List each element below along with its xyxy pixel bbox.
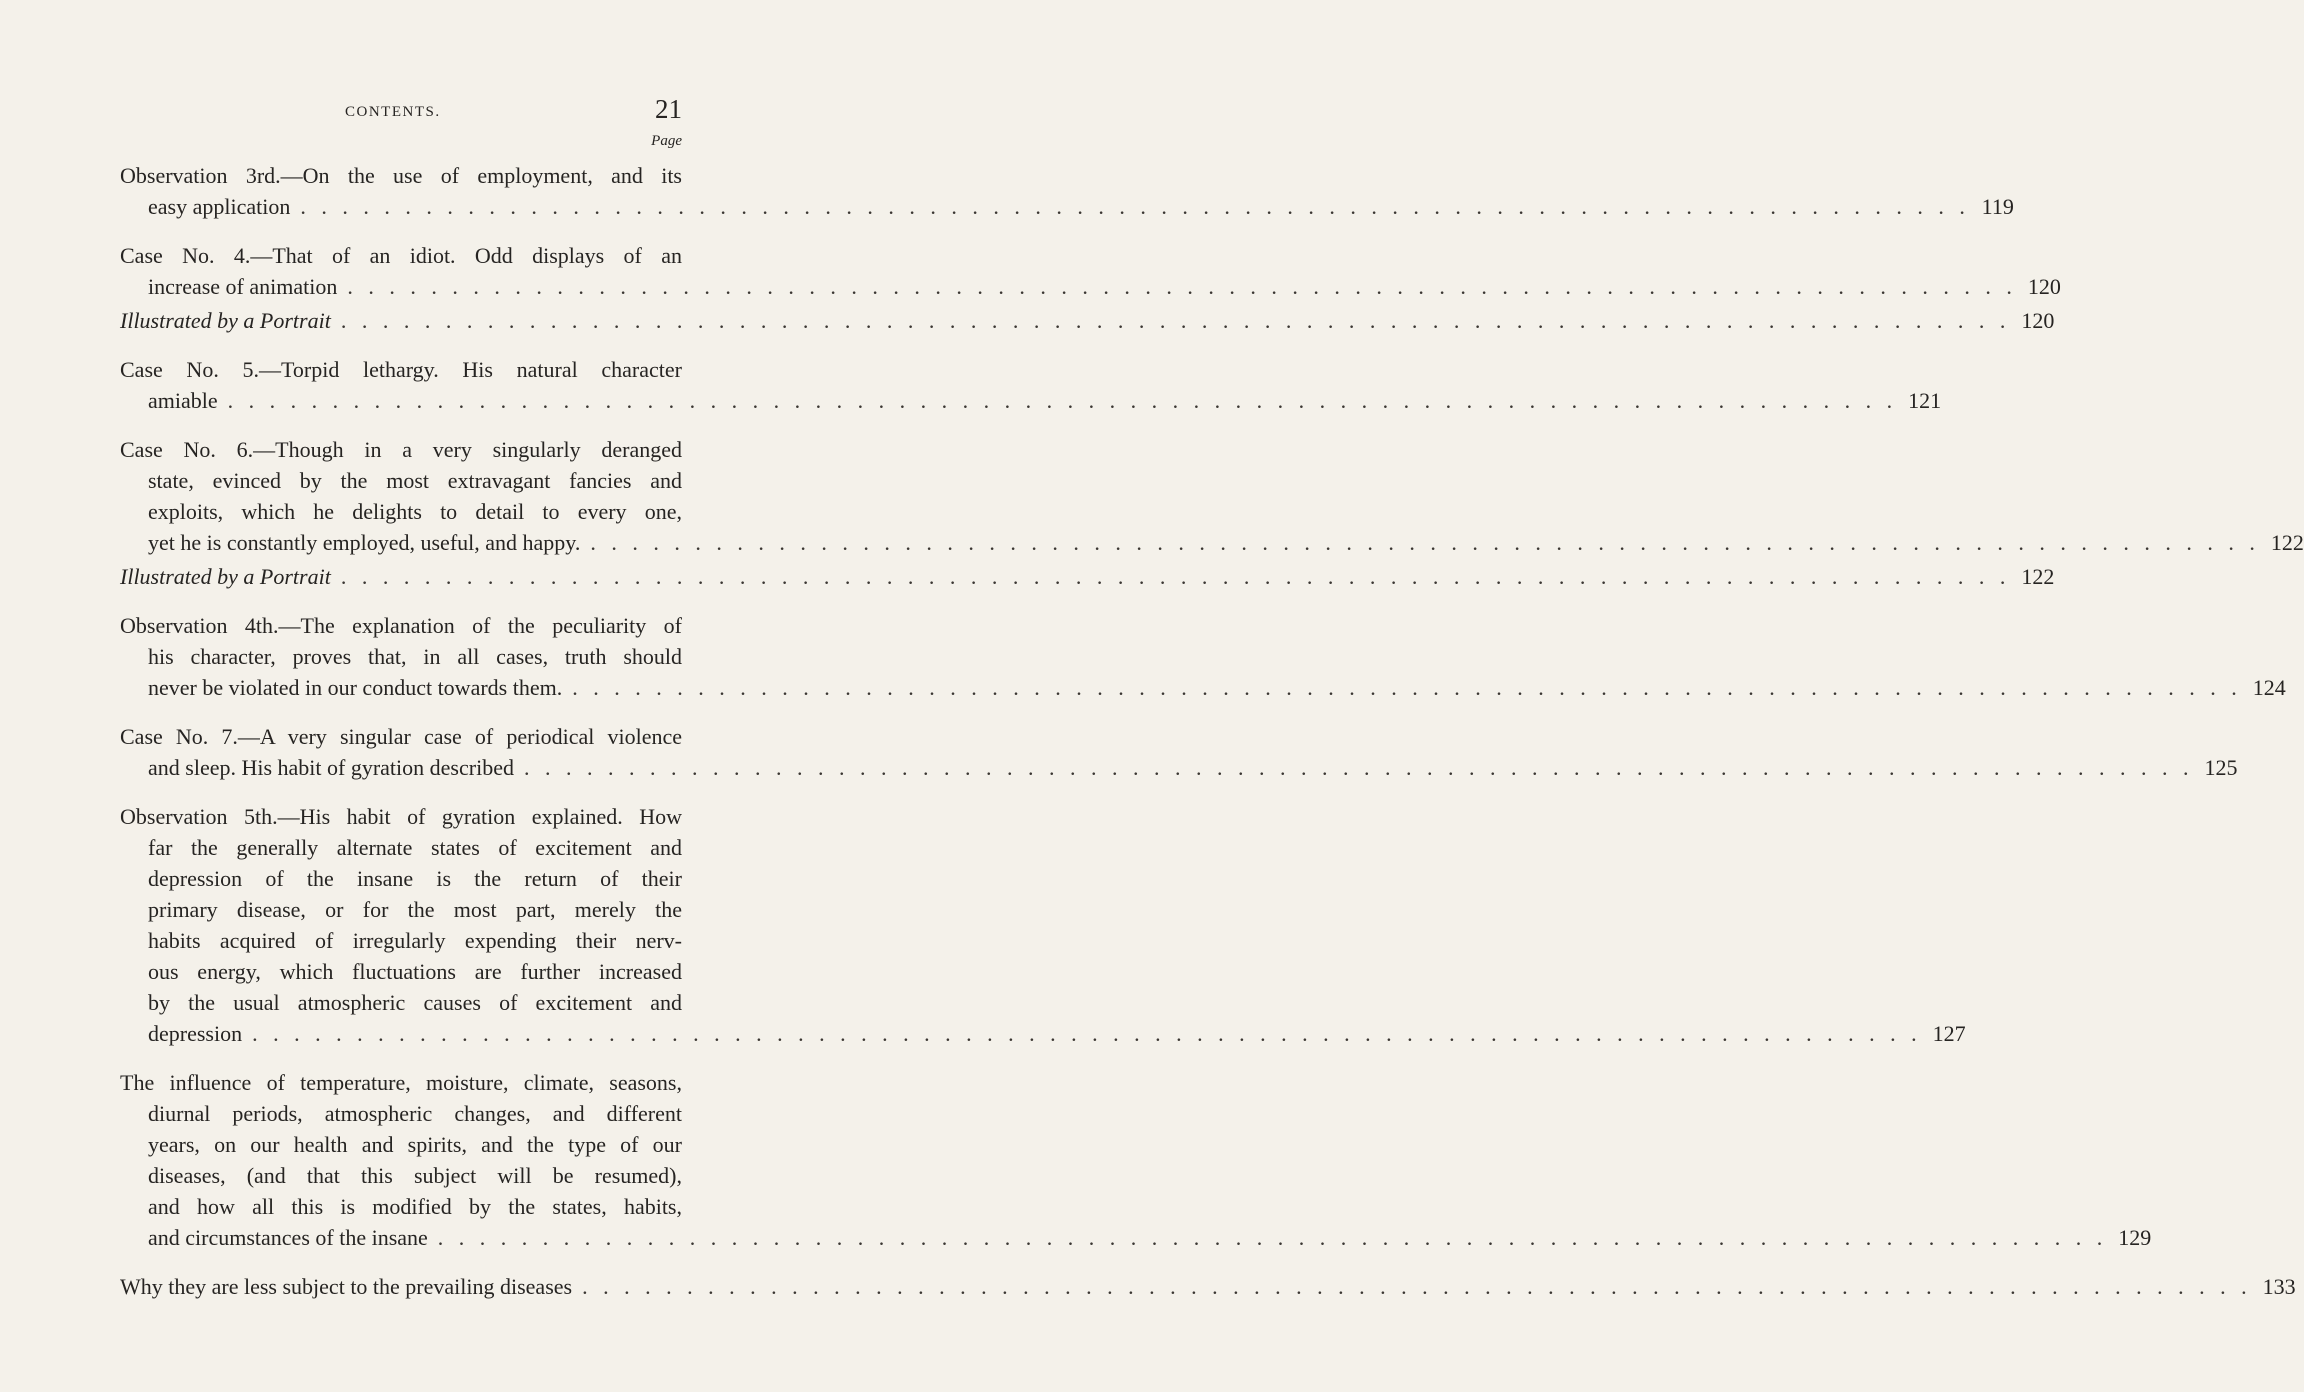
entry-final-text: depression — [148, 1021, 243, 1046]
entry-page-number: 129 — [2118, 1225, 2152, 1250]
entry-final-line — [120, 305, 2055, 336]
dot-leader: . . . . . . . . . . . . . . . . . . . . . . . . . . . . . . . . . . . . . . . . . . . . . . . . . . . . . . . . . . . . . . . . . . . . . . . . . . . . . . . . — [340, 564, 2011, 589]
entry-text-line: depression of the insane is the return of their — [148, 866, 682, 891]
entry-final-line — [120, 1271, 2296, 1302]
entry-text-line: exploits, which he delights to detail to every one, — [148, 499, 682, 524]
contents-entry — [120, 240, 2061, 302]
contents-entry — [120, 610, 2286, 703]
entry-final-line — [120, 752, 2238, 783]
contents-entry — [120, 561, 2055, 592]
entry-page-number: 133 — [2262, 1274, 2296, 1299]
page-column-label: Page — [651, 133, 682, 149]
contents-entry — [120, 434, 2304, 558]
entry-final-text: increase of animation — [148, 274, 338, 299]
entry-text-line: years, on our health and spirits, and the type of our — [148, 1132, 682, 1157]
entry-final-text: never be violated in our conduct towards them. — [148, 675, 563, 700]
running-title: CONTENTS. — [345, 104, 441, 120]
entry-final-line — [120, 527, 2304, 558]
entry-text-line: diurnal periods, atmospheric changes, and different — [148, 1101, 682, 1126]
entry-final-text: amiable — [148, 388, 218, 413]
page-header — [120, 94, 682, 128]
contents-entry — [120, 1271, 2296, 1302]
entry-page-number: 125 — [2204, 755, 2238, 780]
entry-text-line: Observation 5th.—His habit of gyration explained. How — [120, 804, 682, 829]
entry-final-line — [120, 385, 1942, 416]
entry-final-text: easy application — [148, 194, 291, 219]
contents-entry — [120, 721, 2238, 783]
contents-entry — [120, 801, 1966, 1049]
entry-text-line: Case No. 7.—A very singular case of periodical violence — [120, 724, 682, 749]
entry-text-line: Observation 3rd.—On the use of employment, and its — [120, 163, 682, 188]
dot-leader: . . . . . . . . . . . . . . . . . . . . . . . . . . . . . . . . . . . . . . . . . . . . . . . . . . . . . . . . . . . . . . . . . . . . . . . . . . . . . . . . — [252, 1021, 1922, 1046]
entry-page-number: 124 — [2252, 675, 2286, 700]
entry-final-line — [120, 672, 2286, 703]
contents-entry — [120, 354, 1942, 416]
entry-text-line: ous energy, which fluctuations are further increased — [148, 959, 682, 984]
entry-final-line — [120, 271, 2061, 302]
dot-leader: . . . . . . . . . . . . . . . . . . . . . . . . . . . . . . . . . . . . . . . . . . . . . . . . . . . . . . . . . . . . . . . . . . . . . . . . . . . . . . . . — [437, 1225, 2108, 1250]
entry-text-line: The influence of temperature, moisture, climate, seasons, — [120, 1070, 682, 1095]
entry-text-line: Case No. 5.—Torpid lethargy. His natural character — [120, 357, 682, 382]
entry-page-number: 122 — [2021, 564, 2055, 589]
entry-page-number: 121 — [1908, 388, 1942, 413]
entry-text-line: Observation 4th.—The explanation of the peculiarity of — [120, 613, 682, 638]
entry-text-line: and how all this is modified by the states, habits, — [148, 1194, 682, 1219]
entry-text-line: diseases, (and that this subject will be resumed), — [148, 1163, 682, 1188]
entry-text-line: by the usual atmospheric causes of excitement and — [148, 990, 682, 1015]
entry-final-text: and sleep. His habit of gyration described — [148, 755, 514, 780]
contents-entry — [120, 305, 2055, 336]
entry-final-line — [120, 1222, 2152, 1253]
entry-text-line: Case No. 4.—That of an idiot. Odd displays of an — [120, 243, 682, 268]
entry-page-number: 120 — [2027, 274, 2061, 299]
entry-final-text: Illustrated by a Portrait — [120, 308, 331, 333]
dot-leader: . . . . . . . . . . . . . . . . . . . . . . . . . . . . . . . . . . . . . . . . . . . . . . . . . . . . . . . . . . . . . . . . . . . . . . . . . . . . . . . . — [347, 274, 2017, 299]
dot-leader: . . . . . . . . . . . . . . . . . . . . . . . . . . . . . . . . . . . . . . . . . . . . . . . . . . . . . . . . . . . . . . . . . . . . . . . . . . . . . . . . — [340, 308, 2011, 333]
entry-final-text: Illustrated by a Portrait — [120, 564, 331, 589]
entry-page-number: 120 — [2021, 308, 2055, 333]
entry-final-line — [120, 191, 2014, 222]
dot-leader: . . . . . . . . . . . . . . . . . . . . . . . . . . . . . . . . . . . . . . . . . . . . . . . . . . . . . . . . . . . . . . . . . . . . . . . . . . . . . . . . — [582, 1274, 2252, 1299]
entry-final-line — [120, 561, 2055, 592]
entry-page-number: 127 — [1932, 1021, 1966, 1046]
dot-leader: . . . . . . . . . . . . . . . . . . . . . . . . . . . . . . . . . . . . . . . . . . . . . . . . . . . . . . . . . . . . . . . . . . . . . . . . . . . . . . . . — [523, 755, 2194, 780]
entry-text-line: primary disease, or for the most part, merely the — [148, 897, 682, 922]
dot-leader: . . . . . . . . . . . . . . . . . . . . . . . . . . . . . . . . . . . . . . . . . . . . . . . . . . . . . . . . . . . . . . . . . . . . . . . . . . . . . . . . — [590, 530, 2260, 555]
entry-text-line: his character, proves that, in all cases, truth should — [148, 644, 682, 669]
entry-page-number: 119 — [1981, 194, 2014, 219]
entry-final-line — [120, 1018, 1966, 1049]
dot-leader: . . . . . . . . . . . . . . . . . . . . . . . . . . . . . . . . . . . . . . . . . . . . . . . . . . . . . . . . . . . . . . . . . . . . . . . . . . . . . . . . — [300, 194, 1970, 219]
entry-final-text: Why they are less subject to the prevailing diseases — [120, 1274, 573, 1299]
contents-entry — [120, 160, 2014, 222]
entry-page-number: 122 — [2270, 530, 2304, 555]
dot-leader: . . . . . . . . . . . . . . . . . . . . . . . . . . . . . . . . . . . . . . . . . . . . . . . . . . . . . . . . . . . . . . . . . . . . . . . . . . . . . . . . — [572, 675, 2242, 700]
entry-text-line: habits acquired of irregularly expending their nerv- — [148, 928, 682, 953]
contents-entry — [120, 1067, 2152, 1253]
entry-final-text: yet he is constantly employed, useful, and happy. — [148, 530, 581, 555]
dot-leader: . . . . . . . . . . . . . . . . . . . . . . . . . . . . . . . . . . . . . . . . . . . . . . . . . . . . . . . . . . . . . . . . . . . . . . . . . . . . . . . . — [227, 388, 1898, 413]
entry-text-line: state, evinced by the most extravagant fancies and — [148, 468, 682, 493]
entry-final-text: and circumstances of the insane — [148, 1225, 428, 1250]
entry-text-line: Case No. 6.—Though in a very singularly deranged — [120, 437, 682, 462]
contents-list — [120, 160, 2304, 1320]
entry-text-line: far the generally alternate states of excitement and — [148, 835, 682, 860]
page-number: 21 — [655, 94, 682, 124]
